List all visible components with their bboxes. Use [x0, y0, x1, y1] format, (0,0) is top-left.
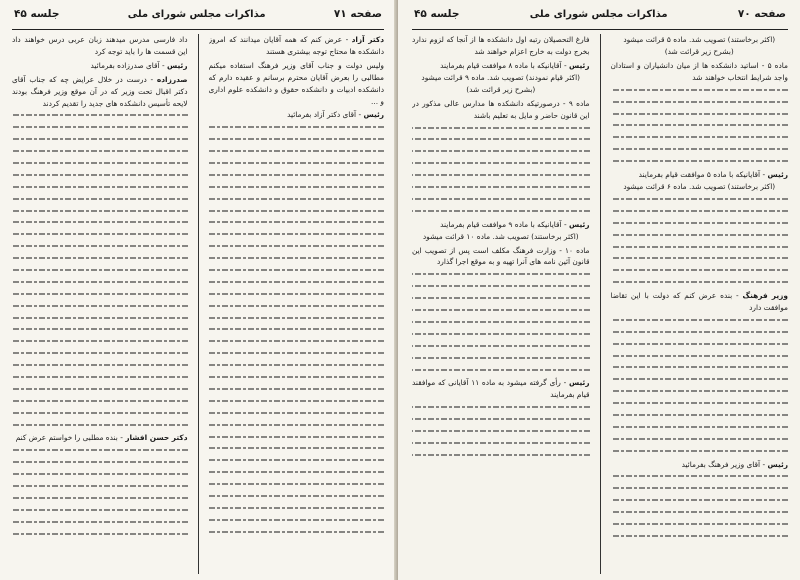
reading-note: (بشرح زیر قرائت شد) [466, 84, 536, 94]
body-text-lines [412, 401, 590, 460]
body-text-lines [12, 109, 188, 430]
body-text-lines [209, 121, 385, 537]
left-page-running-title: مذاکرات مجلس شورای ملی [127, 9, 266, 20]
text-paragraph: رئیس - آقای دکتر آزاد بفرمائید [287, 110, 384, 120]
text-paragraph: صدرزاده - درست در خلال عرایض چه که جناب آقای دکتر اقبال تحت وزیر که در آن موقع وزیر فرهنگ بودند لایحه تأسیس دانشکده های جدید را تقدیم کردند [12, 74, 188, 108]
left-page-header [12, 8, 384, 30]
body-text-lines [611, 470, 789, 541]
text-paragraph: وزیر فرهنگ - بنده عرض کنم که دولت با این تقاضا موافقت دارد [610, 291, 788, 312]
body-text-lines [12, 444, 188, 539]
text-paragraph: داد فارسی مدرس میدهند زبان عربی درس خواهند داد این قسمت ها را باید توجه کرد [12, 35, 188, 56]
text-paragraph: رئیس - آقایانیکه با ماده ۵ موافقت قیام بفرمایند [638, 170, 788, 180]
body-text-lines [412, 122, 590, 217]
column-divider [198, 34, 199, 574]
vote-result: (اکثر برخاستند) تصویب شد. ماده ۶ قرائت میشود [623, 181, 776, 191]
left-page [0, 0, 398, 580]
right-page-header [412, 8, 788, 30]
text-paragraph: رئیس - آقایانیکه با ماده ۹ موافقت قیام بفرمایند [440, 219, 590, 229]
left-page-session: جلسه ۴۵ [14, 8, 60, 20]
text-paragraph: رئیس - آقایانیکه با ماده ۸ موافقت قیام بفرمایند [440, 60, 590, 70]
text-paragraph: رئیس - آقای وزیر فرهنگ بفرمائید [681, 459, 788, 469]
vote-result: (اکثر برخاستند) تصویب شد. ماده ۵ قرائت میشود [623, 35, 776, 44]
right-page-session: جلسه ۴۵ [414, 8, 460, 20]
text-paragraph: دکتر حسن افشار - بنده مطلبی را خواستم عرض کنم [15, 433, 188, 443]
body-text-lines [611, 314, 789, 457]
text-paragraph: ولیس دولت و جناب آقای وزیر فرهنگ استفاده میکنم مطالبی را بعرض آقایان محترم برسانم و عقیده دارم که دانشکده ادبیات و دانشکده حقوق و دانشکده علوم اداری و ... [208, 60, 384, 106]
left-page-column-left [12, 34, 188, 574]
right-page-column-right [611, 34, 789, 574]
right-page-number: صفحه ۷۰ [737, 8, 786, 20]
left-page-number: صفحه ۷۱ [333, 8, 382, 20]
vote-result: (اکثر برخاستند) تصویب شد. ماده ۱۰ قرائت میشود [422, 231, 579, 241]
text-paragraph: رئیس - آقای صدرزاده بفرمائید [90, 60, 188, 70]
article-text: ماده ۵ - اساتید دانشکده ها از میان دانشیاران و استادان واجد شرایط انتخاب خواهند شد [610, 61, 788, 82]
left-page-column-right [209, 34, 385, 574]
body-text-lines [611, 84, 789, 167]
right-page [398, 0, 800, 580]
body-text-lines [412, 268, 590, 375]
article-text: ماده ۹ - درصورتیکه دانشکده ها مدارس عالی مذکور در این قانون حاضر و مایل به تعلیم باشند [412, 98, 590, 120]
text-paragraph: فارغ التحصیلان رتبه اول دانشکده ها از آنجا که لزوم ندارد بخرج دولت به خارج اعزام خواهند شد [412, 35, 590, 56]
right-page-column-left [412, 34, 590, 574]
vote-result: (اکثر قیام نمودند) تصویب شد. ماده ۹ قرائت میشود [421, 72, 581, 82]
text-paragraph: دکتر آزاد - عرض کنم که همه آقایان میدانند که امروز دانشکده ها محتاج توجه بیشتری هستند [208, 35, 384, 56]
column-divider [600, 34, 601, 574]
reading-note: (بشرح زیر قرائت شد) [664, 47, 734, 56]
article-text: ماده ۱۰ - وزارت فرهنگ مکلف است پس از تصویب این قانون آئین نامه های آنرا تهیه و به موقع اجرا گذارد [412, 245, 590, 267]
body-text-lines [611, 193, 789, 288]
right-page-running-title: مذاکرات مجلس شورای ملی [529, 9, 668, 20]
text-paragraph: رئیس - رأی گرفته میشود به ماده ۱۱ آقایانی که موافقند قیام بفرمایند [412, 378, 590, 400]
